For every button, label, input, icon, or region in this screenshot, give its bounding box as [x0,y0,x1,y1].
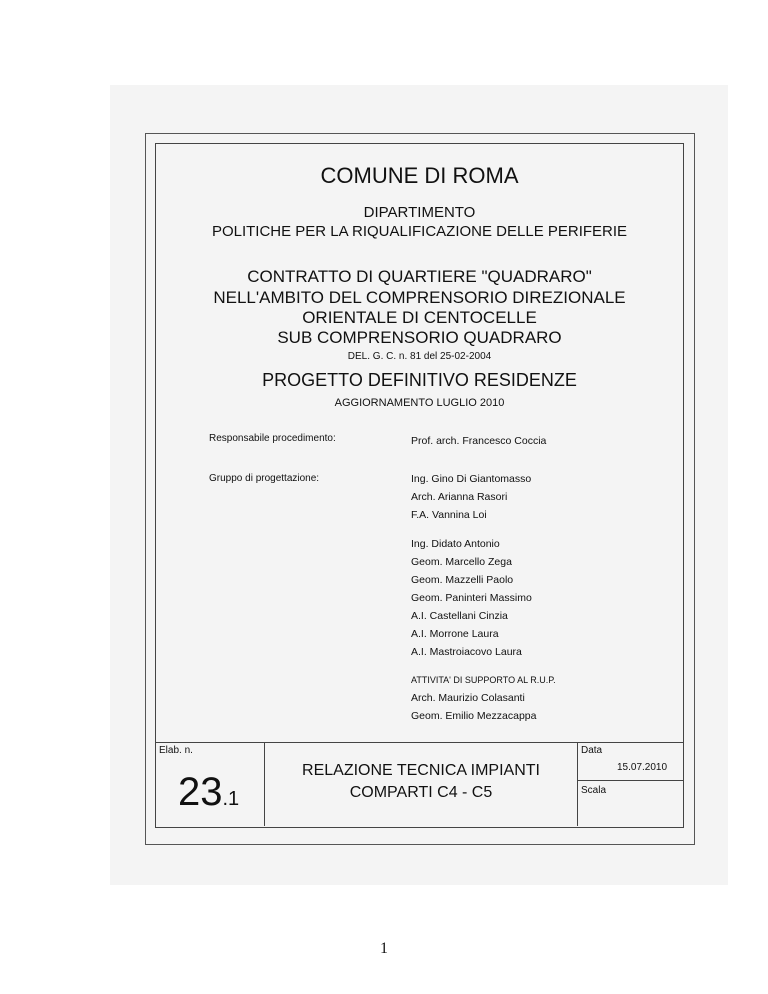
rup-member: Arch. Maurizio Colasanti [411,692,525,704]
elab-label: Elab. n. [159,745,193,756]
scala-label: Scala [581,785,607,796]
data-label: Data [581,745,603,756]
responsabile-label: Responsabile procedimento: [209,433,336,444]
data-value: 15.07.2010 [617,762,668,773]
gruppo-member: A.I. Castellani Cinzia [411,610,508,622]
gruppo-member: A.I. Morrone Laura [411,628,499,640]
responsabile-name: Prof. arch. Francesco Coccia [411,435,547,447]
page-number: 1 [380,940,388,957]
rup-label: ATTIVITA' DI SUPPORTO AL R.U.P. [411,675,556,685]
gruppo-member: Geom. Marcello Zega [411,556,512,568]
gruppo-member: A.I. Mastroiacovo Laura [411,646,522,658]
gruppo-member: F.A. Vannina Loi [411,509,487,521]
gruppo-member: Arch. Arianna Rasori [411,491,508,503]
title-block-divider-right [577,742,578,826]
contract-line-2: NELL'AMBITO DEL COMPRENSORIO DIREZIONALE [213,288,626,307]
contract-line-3: ORIENTALE DI CENTOCELLE [302,308,537,327]
project-title: PROGETTO DEFINITIVO RESIDENZE [262,370,577,390]
gruppo-member: Ing. Didato Antonio [411,538,500,550]
document-title [265,760,577,804]
document-title-line-2: COMPARTI C4 - C5 [349,784,493,801]
rup-member: Geom. Emilio Mezzacappa [411,710,537,722]
gruppo-member: Geom. Paninteri Massimo [411,592,532,604]
drawing-frame-inner [155,143,684,828]
document-title-line-1: RELAZIONE TECNICA IMPIANTI [302,762,540,779]
title-block-data-separator [577,780,683,781]
gruppo-member: Geom. Mazzelli Paolo [411,574,514,586]
department-line-1: DIPARTIMENTO [363,204,476,221]
title-block-top-border [155,742,683,743]
gruppo-label: Gruppo di progettazione: [209,473,320,484]
contract-line-4: SUB COMPRENSORIO QUADRARO [277,328,562,347]
update-line: AGGIORNAMENTO LUGLIO 2010 [334,397,505,409]
department-line-2: POLITICHE PER LA RIQUALIFICAZIONE DELLE PERIFERIE [211,223,628,240]
contract-line-1: CONTRATTO DI QUARTIERE "QUADRARO" [247,267,592,286]
delibera-line: DEL. G. C. n. 81 del 25-02-2004 [347,351,492,362]
elab-number: 23.1 [178,770,240,814]
gruppo-member: Ing. Gino Di Giantomasso [411,473,532,485]
page-title: COMUNE DI ROMA [320,163,519,188]
